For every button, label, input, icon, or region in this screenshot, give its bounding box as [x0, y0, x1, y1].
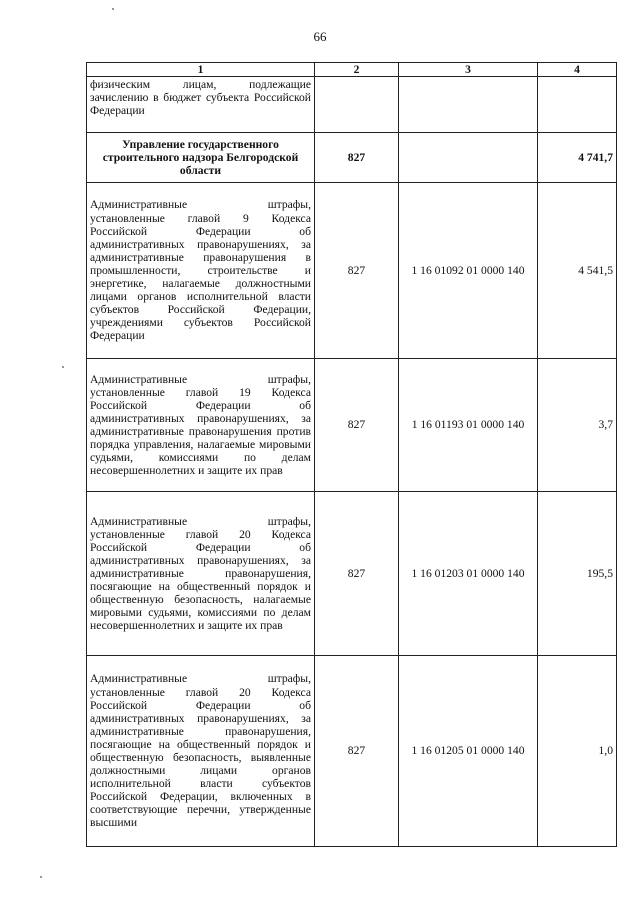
table-row: [87, 77, 617, 133]
table-header-row: [87, 63, 617, 77]
scan-speck: [62, 366, 64, 368]
row-admin-code: 827: [315, 183, 399, 359]
column-header-description: 1: [87, 63, 315, 77]
row-admin-code: 827: [315, 492, 399, 656]
scan-speck: [112, 8, 114, 10]
row-income-code: [399, 77, 538, 133]
row-description: Административные штрафы, установленные главой 19 Кодекса Российской Федерации об административных правонарушениях, за административные правонарушения против порядка управления, налагаемые мировыми судьями, комиссиями по делам несовершеннолетних и защите их прав: [87, 359, 315, 492]
table-row: [87, 359, 617, 492]
row-income-code: 1 16 01203 01 0000 140: [399, 492, 538, 656]
row-description: Административные штрафы, установленные главой 9 Кодекса Российской Федерации об административных правонарушениях, за административные правонарушения в промышленности, строительстве и энергетике, налагаемые должностными лицами органов исполнительной власти субъектов Российской Федерации, учреждениями субъектов Российской Федерации: [87, 183, 315, 359]
row-admin-code: [315, 77, 399, 133]
row-income-code: 1 16 01092 01 0000 140: [399, 183, 538, 359]
row-admin-code: 827: [315, 359, 399, 492]
department-income-code: [399, 133, 538, 183]
page-number: 66: [313, 29, 327, 44]
row-amount: 1,0: [538, 656, 617, 847]
row-income-code: 1 16 01193 01 0000 140: [399, 359, 538, 492]
row-amount: 3,7: [538, 359, 617, 492]
table-row: [87, 492, 617, 656]
row-amount: 4 541,5: [538, 183, 617, 359]
department-amount: 4 741,7: [538, 133, 617, 183]
row-amount: [538, 77, 617, 133]
revenue-table: [86, 62, 617, 847]
department-admin-code: 827: [315, 133, 399, 183]
column-header-income-code: 3: [399, 63, 538, 77]
column-header-amount: 4: [538, 63, 617, 77]
scan-speck: [40, 876, 42, 878]
row-income-code: 1 16 01205 01 0000 140: [399, 656, 538, 847]
department-row: [87, 133, 617, 183]
row-admin-code: 827: [315, 656, 399, 847]
department-name: Управление государственного строительного надзора Белгородской области: [87, 133, 315, 183]
table-row: [87, 183, 617, 359]
row-description: физическим лицам, подлежащие зачислению в бюджет субъекта Российской Федерации: [87, 77, 315, 133]
row-description: Административные штрафы, установленные главой 20 Кодекса Российской Федерации об административных правонарушениях, за административные правонарушения, посягающие на общественный порядок и общественную безопасность, налагаемые мировыми судьями, комиссиями по делам несовершеннолетних и защите их прав: [87, 492, 315, 656]
table-row: [87, 656, 617, 847]
column-header-admin-code: 2: [315, 63, 399, 77]
row-amount: 195,5: [538, 492, 617, 656]
row-description: Административные штрафы, установленные главой 20 Кодекса Российской Федерации об административных правонарушениях, за административные правонарушения, посягающие на общественный порядок и общественную безопасность, выявленные должностными лицами органов исполнительной власти субъектов Российской Федерации, включенных в соответствующие перечни, утвержденные высшими: [87, 656, 315, 847]
